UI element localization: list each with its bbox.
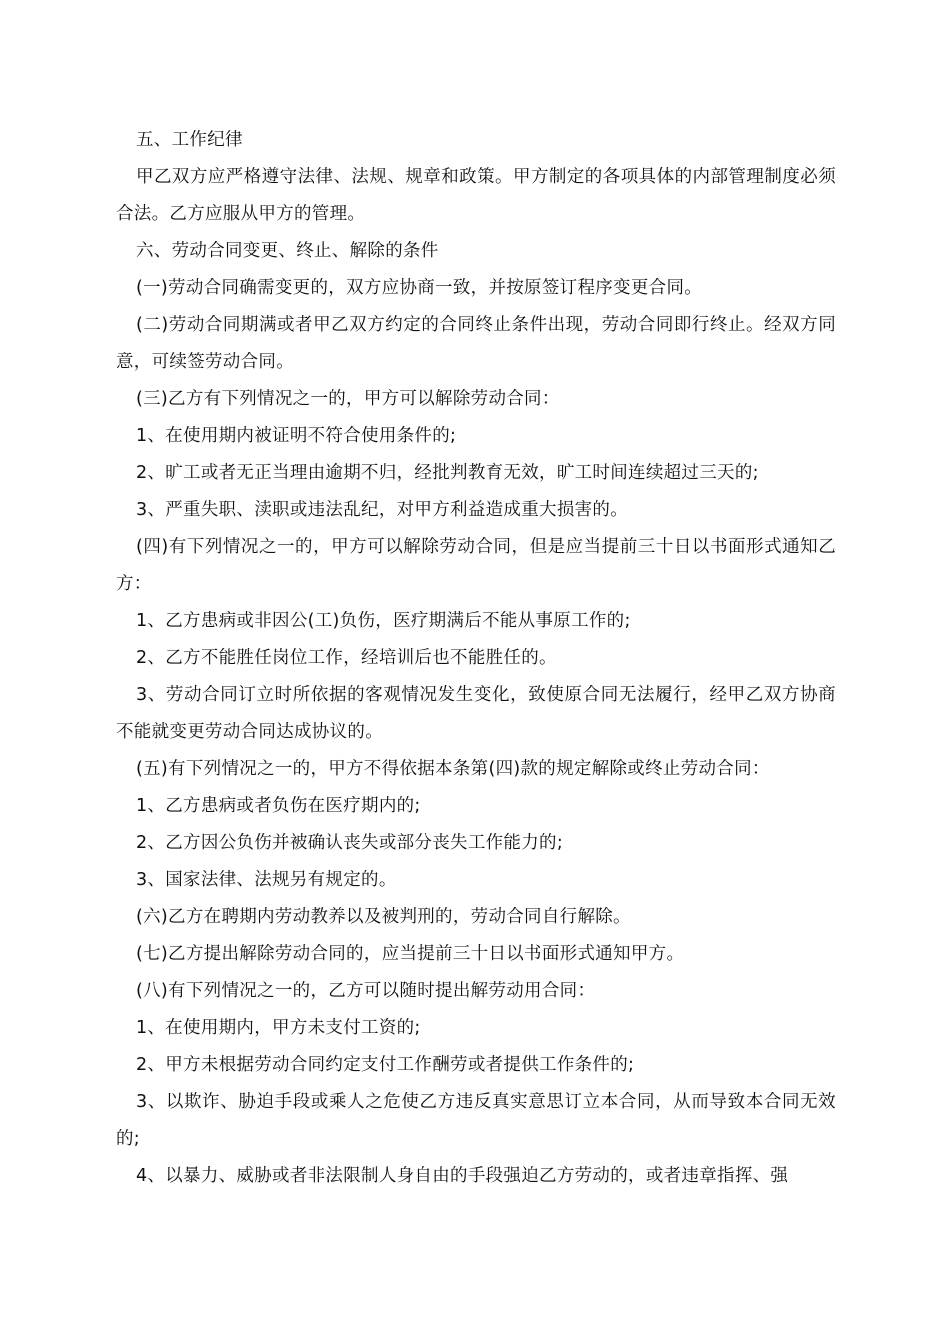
clause-3: (三)乙方有下列情况之一的，甲方可以解除劳动合同：: [136, 389, 560, 409]
list-item: 2、旷工或者无正当理由逾期不归，经批判教育无效，旷工时间连续超过三天的;: [136, 463, 759, 483]
list-item: 2、乙方因公负伤并被确认丧失或部分丧失工作能力的;: [136, 833, 564, 853]
list-item: 2、乙方不能胜任岗位工作，经培训后也不能胜任的。: [136, 648, 557, 668]
clause-8: (八)有下列情况之一的，乙方可以随时提出解劳动用合同：: [136, 981, 596, 1001]
list-item: 1、乙方患病或者负伤在医疗期内的;: [136, 796, 421, 816]
list-item: 3、国家法律、法规另有规定的。: [136, 870, 397, 890]
clause-7: (七)乙方提出解除劳动合同的，应当提前三十日以书面形式通知甲方。: [136, 944, 685, 964]
list-item: 2、甲方未根据劳动合同约定支付工作酬劳或者提供工作条件的;: [136, 1055, 635, 1075]
list-item: 3、以欺诈、胁迫手段或乘人之危使乙方违反真实意思订立本合同，从而导致本合同无效的;: [116, 1092, 836, 1149]
list-item: 1、乙方患病或非因公(工)负伤，医疗期满后不能从事原工作的;: [136, 611, 631, 631]
list-item: 1、在使用期内被证明不符合使用条件的;: [136, 426, 457, 446]
section-heading-contract-change: 六、劳动合同变更、终止、解除的条件: [136, 241, 439, 261]
list-item: 3、严重失职、渎职或违法乱纪，对甲方利益造成重大损害的。: [136, 500, 629, 520]
list-item: 4、以暴力、威胁或者非法限制人身自由的手段强迫乙方劳动的，或者违章指挥、强: [136, 1166, 789, 1186]
paragraph: 甲乙双方应严格遵守法律、法规、规章和政策。甲方制定的各项具体的内部管理制度必须合法。乙方应服从甲方的管理。: [116, 167, 836, 224]
clause-6: (六)乙方在聘期内劳动教养以及被判刑的，劳动合同自行解除。: [136, 907, 631, 927]
clause-1: (一)劳动合同确需变更的，双方应协商一致，并按原签订程序变更合同。: [136, 278, 703, 298]
list-item: 1、在使用期内，甲方未支付工资的;: [136, 1018, 421, 1038]
clause-2: (二)劳动合同期满或者甲乙双方约定的合同终止条件出现，劳动合同即行终止。经双方同意，可续签劳动合同。: [116, 315, 836, 372]
section-heading-work-discipline: 五、工作纪律: [136, 130, 243, 150]
list-item: 3、劳动合同订立时所依据的客观情况发生变化，致使原合同无法履行，经甲乙双方协商不能就变更劳动合同达成协议的。: [116, 685, 836, 742]
clause-5: (五)有下列情况之一的，甲方不得依据本条第(四)款的规定解除或终止劳动合同：: [136, 759, 770, 779]
document-body: [116, 122, 836, 1195]
clause-4: (四)有下列情况之一的，甲方可以解除劳动合同，但是应当提前三十日以书面形式通知乙方：: [116, 537, 836, 594]
